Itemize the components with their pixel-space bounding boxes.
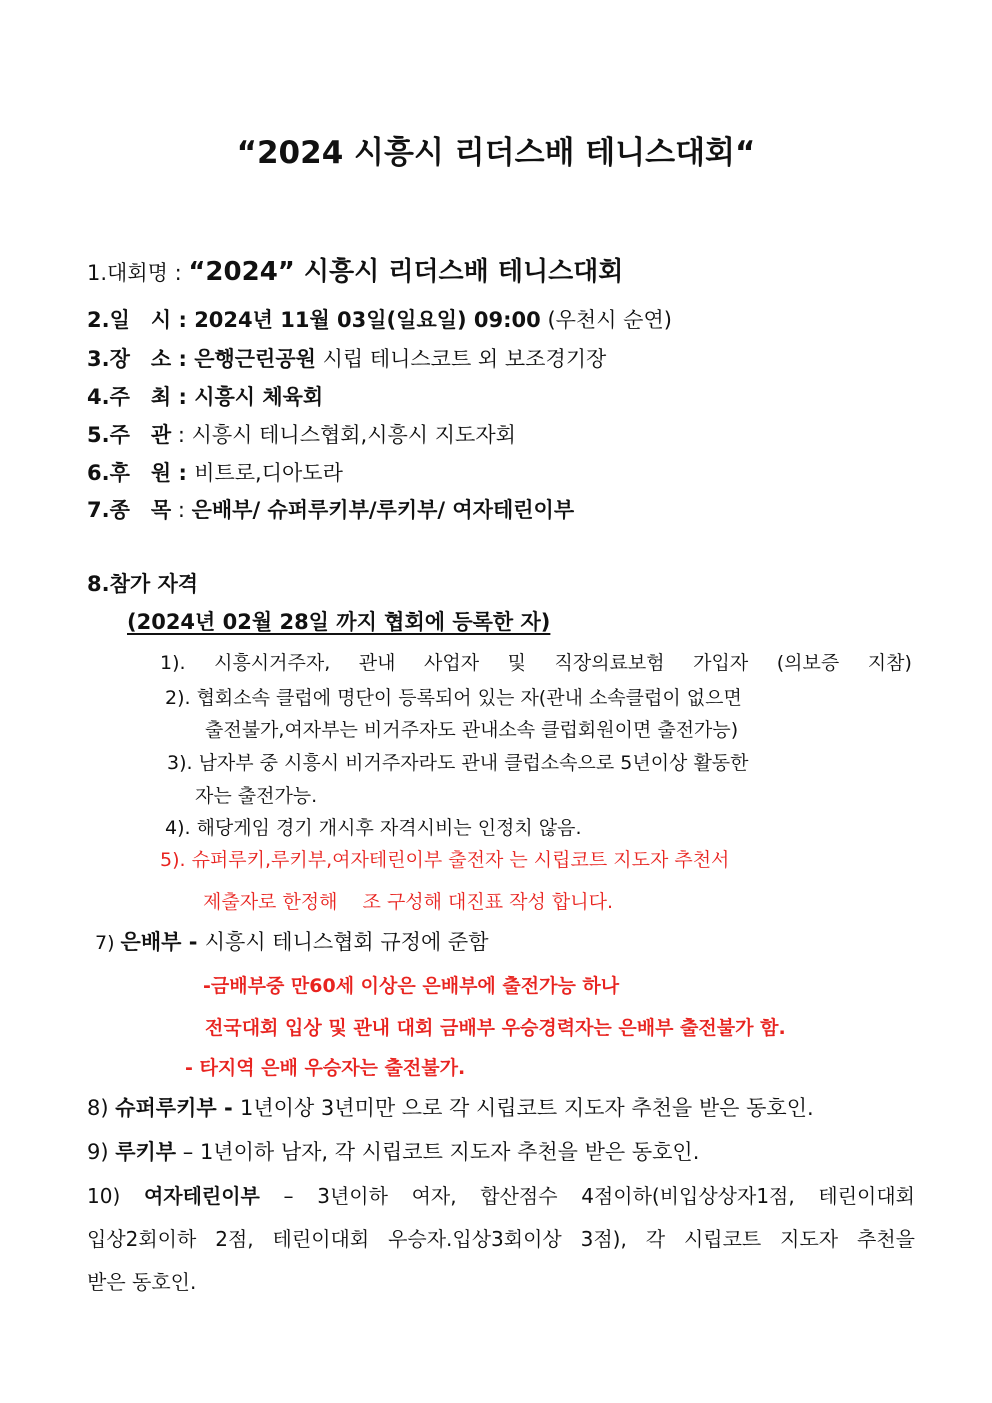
division-superrookie-row bbox=[87, 1094, 814, 1122]
info-organizer-row bbox=[87, 421, 516, 449]
division-silver-name: 은배부 bbox=[120, 930, 182, 954]
division-rookie-num: 9) bbox=[87, 1140, 116, 1164]
info-date-row bbox=[87, 306, 672, 334]
info-events-colon: : bbox=[171, 498, 192, 522]
qualification-item-1 bbox=[160, 650, 912, 676]
division-silver-desc: 시흥시 테니스협회 규정에 준함 bbox=[204, 930, 489, 954]
info-sponsor-value: 비트로,디아도라 bbox=[194, 461, 343, 485]
division-silver-note-3: - 타지역 은배 우승자는 출전불가. bbox=[185, 1057, 466, 1079]
document-title: “2024 시흥시 리더스배 테니스대회“ bbox=[236, 135, 756, 171]
division-rookie-desc: – 1년이하 남자, 각 시립코트 지도자 추천을 받은 동호인. bbox=[176, 1140, 700, 1164]
qual-item1-word: 직장의료보험 bbox=[554, 652, 665, 674]
division-silver-num: 7) bbox=[95, 932, 121, 954]
qualification-item-3-line-1: 3). 남자부 중 시흥시 비거주자라도 관내 클럽소속으로 5년이상 활동한 bbox=[167, 752, 749, 774]
qualification-item-5-line-1: 5). 슈퍼루키,루키부,여자테린이부 출전자 는 시립코트 지도자 추천서 bbox=[160, 849, 730, 871]
division-women-line-2: 입상2회이하 2점, 테린이대회 우승자.입상3회이상 3점), 각 시립코트 지도자 추천을 bbox=[87, 1227, 915, 1251]
qual-item1-word: 관내 bbox=[358, 652, 396, 674]
info-name-value: “2024” 시흥시 리더스배 테니스대회 bbox=[188, 257, 624, 287]
info-place-value-rest: 시립 테니스코트 외 보조경기장 bbox=[315, 347, 607, 371]
qual-item1-word: 및 bbox=[507, 652, 526, 674]
qualification-item-3-line-2: 자는 출전가능. bbox=[195, 785, 318, 807]
division-rookie-row bbox=[87, 1138, 699, 1166]
qualification-item-2-line-1: 2). 협회소속 클럽에 명단이 등록되어 있는 자(관내 소속클럽이 없으면 bbox=[165, 687, 742, 709]
division-women-line-1-text: – 3년이하 여자, 합산점수 4점이하(비입상상자1점, 테린이대회 bbox=[259, 1184, 915, 1208]
division-silver-note-1: -금배부중 만60세 이상은 은배부에 출전가능 하나 bbox=[203, 975, 620, 997]
division-silver-note-2: 전국대회 입상 및 관내 대회 금배부 우승경력자는 은배부 출전불가 함. bbox=[205, 1017, 786, 1039]
info-name-label: 1.대회명 : bbox=[87, 261, 189, 285]
qual-item1-word: (의보증 bbox=[776, 652, 840, 674]
info-events-value: 은배부/ 슈퍼루키부/루키부/ 여자테린이부 bbox=[191, 498, 575, 522]
qualification-item-4: 4). 해당게임 경기 개시후 자격시비는 인정치 않음. bbox=[165, 817, 582, 839]
division-women-num: 10) bbox=[87, 1184, 144, 1208]
qual-item1-word: 시흥시거주자, bbox=[214, 652, 331, 674]
info-sponsor-row bbox=[87, 459, 343, 487]
division-superrookie-name: 슈퍼루키부 bbox=[115, 1096, 217, 1120]
info-events-label: 7.종 목 bbox=[87, 498, 172, 522]
info-date-value: 2024년 11월 03일(일요일) 09:00 bbox=[194, 308, 541, 332]
info-organizer-value: : 시흥시 테니스협회,시흥시 지도자회 bbox=[171, 423, 516, 447]
division-women-line-1 bbox=[87, 1182, 915, 1210]
info-name-row bbox=[87, 255, 623, 289]
info-host-row bbox=[87, 383, 323, 411]
division-superrookie-dash: - bbox=[216, 1096, 241, 1120]
info-sponsor-label: 6.후 원 : bbox=[87, 461, 195, 485]
info-organizer-label: 5.주 관 bbox=[87, 423, 172, 447]
division-women-name: 여자테린이부 bbox=[143, 1184, 260, 1208]
info-date-label: 2.일 시 : bbox=[87, 308, 195, 332]
info-events-row bbox=[87, 496, 574, 524]
info-place-row bbox=[87, 345, 606, 373]
qualification-heading: 8.참가 자격 bbox=[87, 572, 199, 596]
qual-item1-word: 1). bbox=[160, 652, 186, 674]
qualification-item-2-line-2: 출전불가,여자부는 비거주자도 관내소속 클럽회원이면 출전가능) bbox=[205, 719, 739, 741]
info-place-label: 3.장 소 : bbox=[87, 347, 195, 371]
qual-item1-word: 가입자 bbox=[693, 652, 749, 674]
division-silver-dash: - bbox=[181, 930, 205, 954]
info-date-note: (우천시 순연) bbox=[540, 308, 672, 332]
division-rookie-name: 루키부 bbox=[115, 1140, 177, 1164]
qual-item1-word: 사업자 bbox=[424, 652, 480, 674]
qualification-deadline: (2024년 02월 28일 까지 협회에 등록한 자) bbox=[127, 610, 551, 634]
info-place-value-bold: 은행근린공원 bbox=[194, 347, 316, 371]
division-women-line-3: 받은 동호인. bbox=[87, 1270, 197, 1294]
info-host-value: 시흥시 체육회 bbox=[194, 385, 324, 409]
qual-item1-word: 지참) bbox=[867, 652, 912, 674]
qualification-item-5-line-2: 제출자로 한정해 조 구성해 대진표 작성 합니다. bbox=[203, 891, 614, 913]
info-host-label: 4.주 최 : bbox=[87, 385, 195, 409]
division-superrookie-num: 8) bbox=[87, 1096, 116, 1120]
division-silver-row bbox=[95, 928, 489, 956]
division-superrookie-desc: 1년이상 3년미만 으로 각 시립코트 지도자 추천을 받은 동호인. bbox=[240, 1096, 814, 1120]
